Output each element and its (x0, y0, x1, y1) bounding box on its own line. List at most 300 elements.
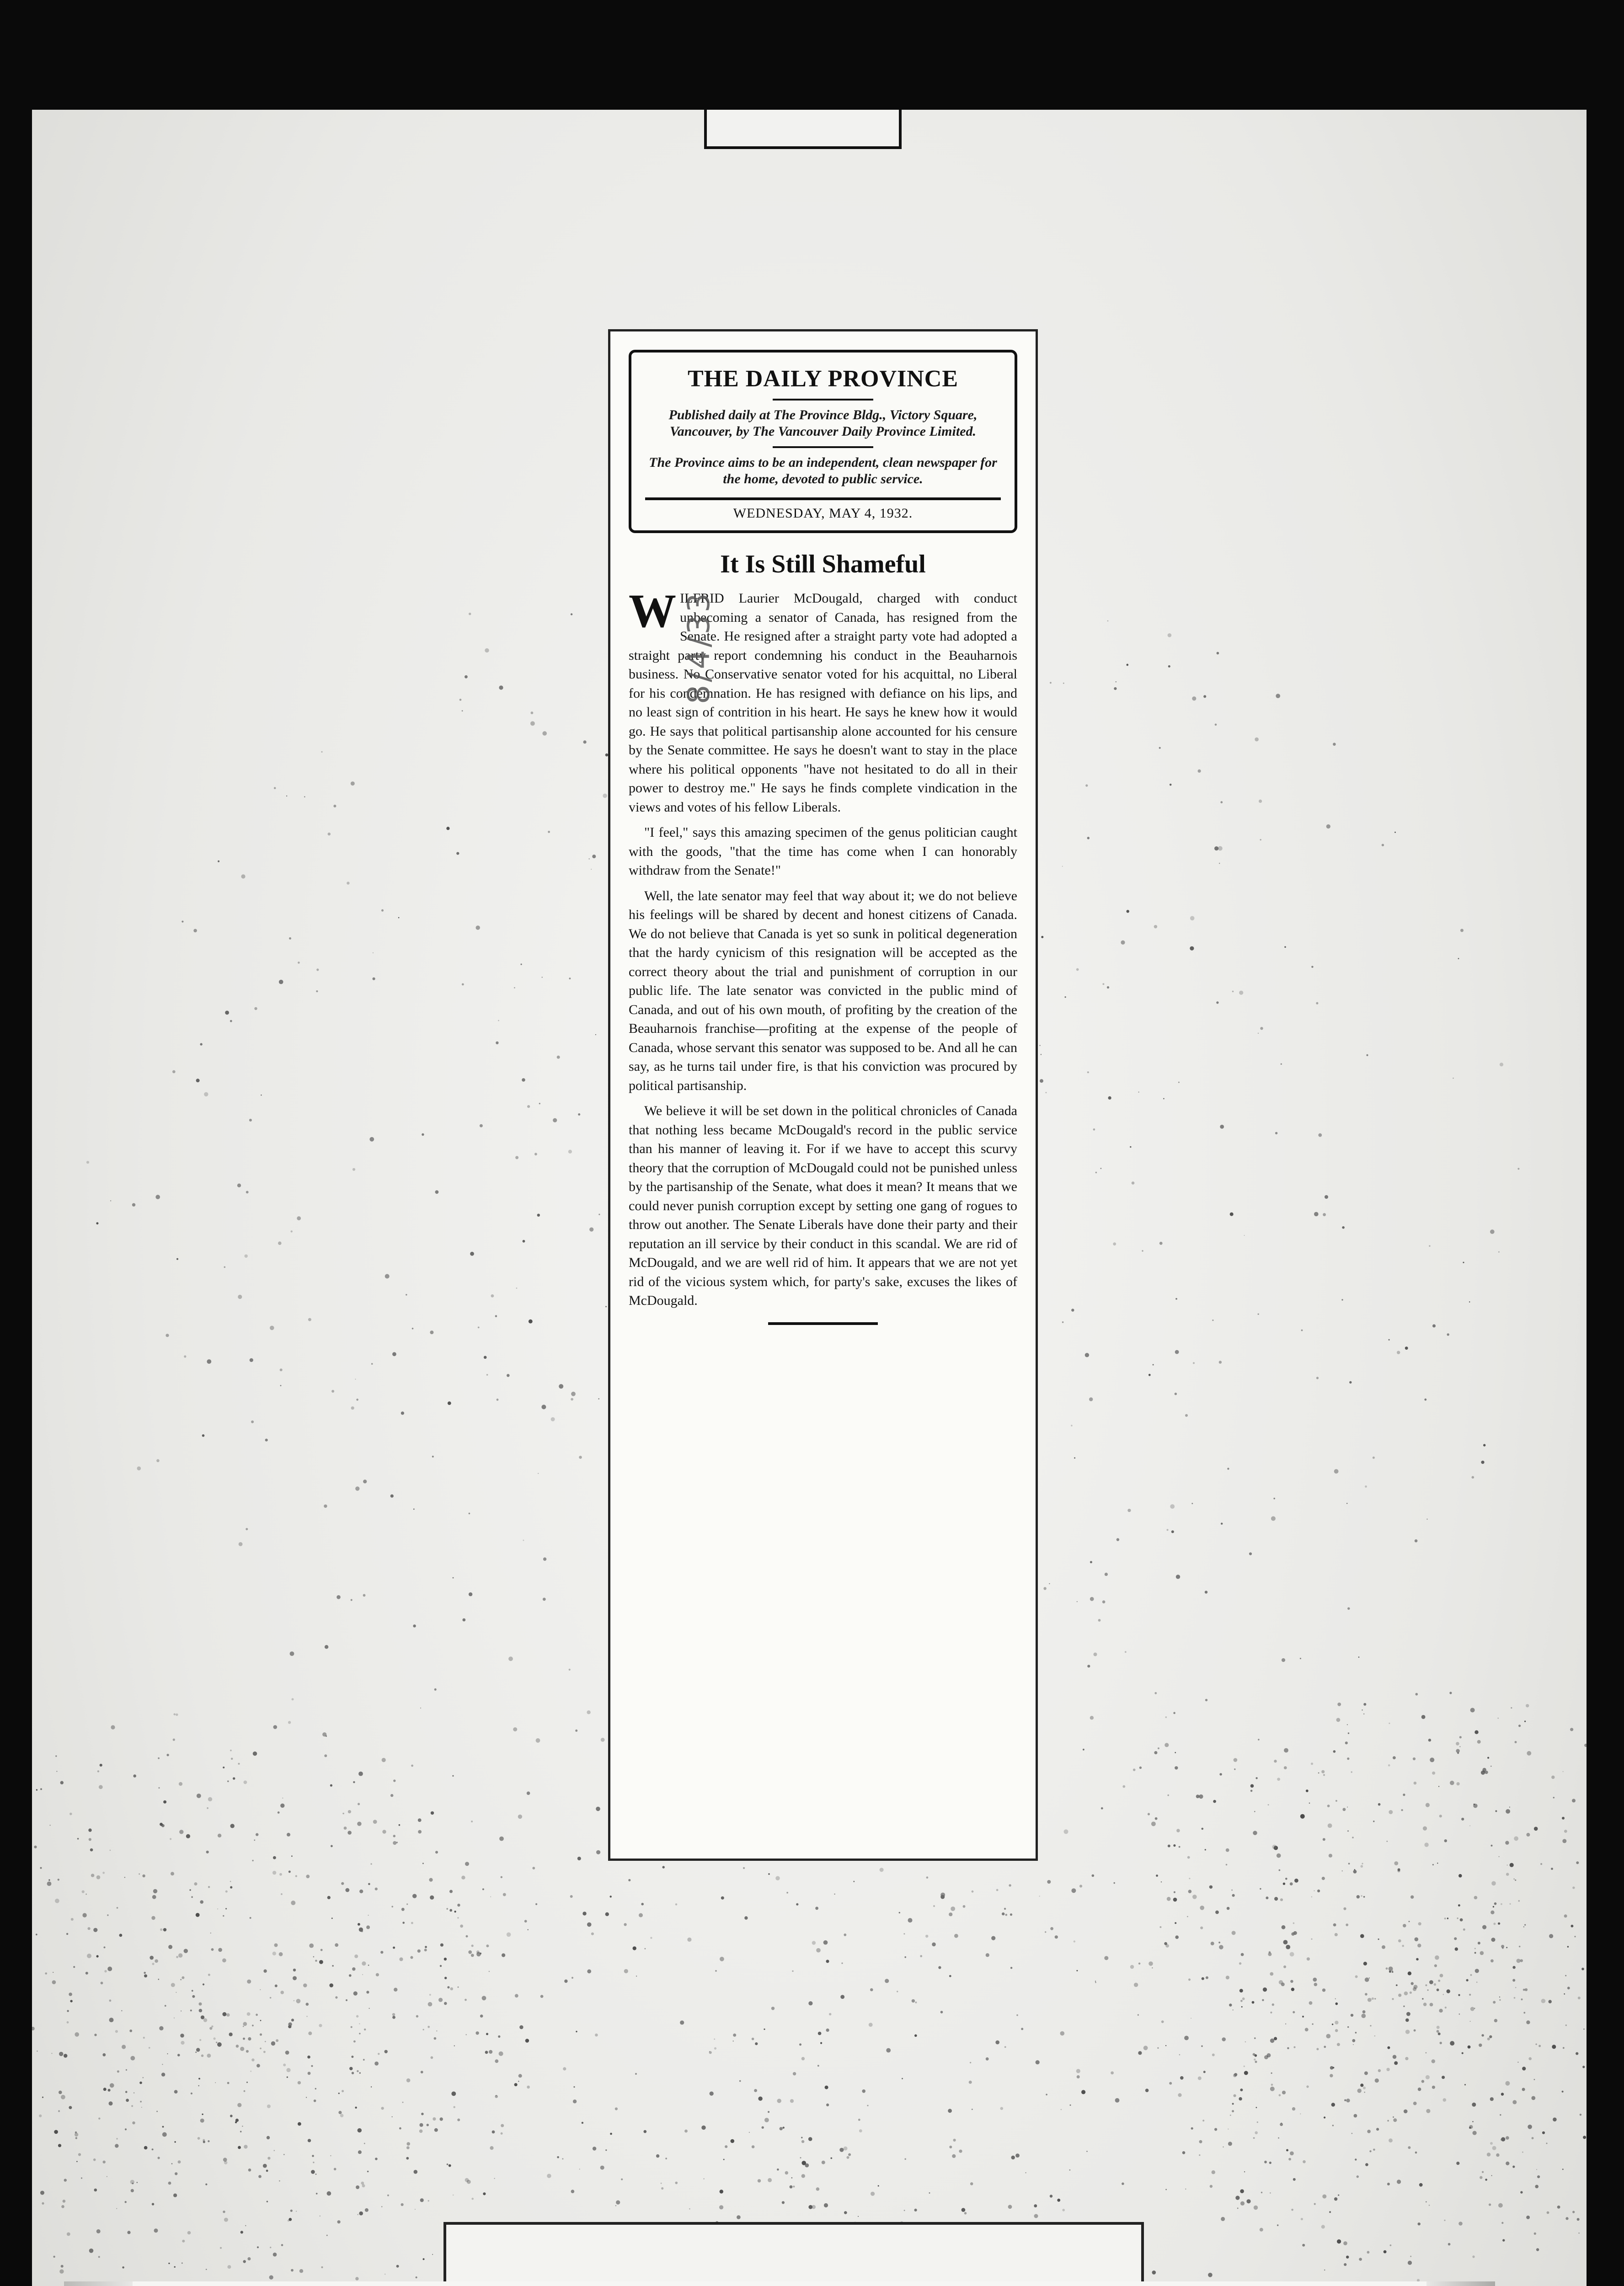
speckle (111, 1725, 115, 1729)
speckle (1490, 2097, 1494, 2101)
speckle (912, 1999, 915, 2003)
speckle (1234, 1758, 1238, 1762)
speckle (252, 1860, 253, 1861)
speckle (257, 2246, 259, 2248)
speckle (1095, 1982, 1096, 1983)
speckle (820, 2042, 822, 2044)
speckle (959, 2150, 962, 2153)
speckle (1499, 1997, 1500, 1998)
speckle (1480, 1951, 1484, 1955)
speckle (768, 2111, 769, 2113)
speckle (197, 1794, 201, 1798)
speckle (1085, 785, 1088, 787)
speckle (1077, 2075, 1080, 2078)
speckle (371, 1363, 373, 1365)
speckle (1325, 1195, 1328, 1199)
speckle (591, 1933, 594, 1935)
speckle (933, 1905, 935, 1907)
speckle (972, 1891, 974, 1893)
speckle (1309, 1803, 1310, 1804)
speckle (582, 1912, 586, 1915)
speckle (1190, 916, 1195, 921)
speckle (361, 1930, 363, 1932)
speckle (1490, 2142, 1493, 2145)
speckle (723, 2159, 725, 2160)
speckle (490, 2146, 493, 2150)
speckle (1159, 1242, 1163, 1245)
speckle (288, 1721, 291, 1724)
speckle (1389, 2138, 1393, 2142)
speckle (1411, 1982, 1414, 1985)
speckle (1230, 1212, 1234, 1216)
speckle (307, 2056, 310, 2059)
speckle (1193, 1362, 1195, 1364)
speckle (1008, 2205, 1012, 2209)
speckle (1272, 2003, 1274, 2006)
speckle (282, 1798, 283, 1799)
speckle (1005, 1914, 1008, 1916)
speckle (1301, 2218, 1303, 2220)
speckle (1419, 2183, 1423, 2187)
speckle (1373, 1821, 1374, 1822)
speckle (1288, 2158, 1291, 2161)
speckle (1510, 1903, 1511, 1905)
speckle (239, 1542, 243, 1546)
speckle (1444, 2220, 1445, 2221)
speckle (1253, 2137, 1255, 2139)
speckle (1274, 1760, 1277, 1763)
speckle (824, 2203, 828, 2207)
speckle (1422, 1998, 1424, 2000)
speckle (1253, 1831, 1257, 1835)
speckle (1087, 1665, 1090, 1667)
speckle (1074, 1940, 1075, 1942)
speckle (1212, 2170, 1215, 2174)
speckle (1352, 2133, 1353, 2134)
speckle (1357, 2175, 1359, 2178)
speckle (1346, 1923, 1348, 1926)
speckle (484, 1356, 487, 1359)
speckle (281, 2244, 283, 2246)
speckle (725, 2145, 727, 2148)
speckle (1244, 2066, 1245, 2067)
speckle (880, 1868, 884, 1872)
speckle (870, 1988, 873, 1992)
speckle (1294, 1879, 1298, 1883)
speckle (1153, 1364, 1154, 1366)
speckle (347, 1831, 352, 1835)
speckle (256, 1833, 258, 1836)
speckle (1337, 2043, 1340, 2046)
speckle (304, 796, 305, 798)
speckle (71, 1918, 74, 1921)
speckle (534, 1153, 537, 1155)
speckle (311, 2065, 313, 2067)
speckle (359, 1890, 363, 1893)
speckle (1364, 2092, 1365, 2093)
speckle (444, 2002, 447, 2005)
speckle (1565, 1975, 1566, 1976)
drop-cap: W (629, 585, 676, 637)
speckle (174, 2090, 178, 2094)
speckle (351, 2056, 353, 2058)
speckle (1507, 1864, 1508, 1865)
speckle (1279, 1869, 1281, 1871)
speckle (352, 1967, 355, 1971)
speckle (1246, 2199, 1250, 2203)
speckle (1437, 2026, 1440, 2029)
speckle (1174, 1891, 1175, 1893)
speckle (179, 1782, 182, 1786)
speckle (237, 1184, 241, 1187)
speckle (173, 1739, 175, 1741)
speckle (495, 1315, 497, 1317)
speckle (288, 1870, 291, 1873)
speckle (869, 2023, 873, 2027)
speckle (457, 1904, 460, 1907)
speckle (515, 1994, 518, 1998)
speckle (1334, 2197, 1337, 2201)
speckle (346, 1999, 347, 2001)
speckle (839, 2148, 844, 2152)
speckle (1514, 1836, 1518, 1841)
speckle (283, 2154, 285, 2155)
speckle (1496, 2153, 1499, 2157)
speckle (1515, 1880, 1516, 1881)
speckle (406, 1294, 407, 1295)
speckle (1187, 1916, 1188, 1917)
speckle (353, 2040, 356, 2043)
speckle (248, 2168, 251, 2172)
speckle (109, 2018, 114, 2022)
speckle (1234, 2094, 1236, 2097)
speckle (1472, 2103, 1476, 2107)
speckle (447, 1986, 449, 1988)
speckle (1326, 2034, 1330, 2039)
speckle (1290, 1952, 1294, 1957)
speckle (1361, 1865, 1363, 1868)
speckle (1524, 1924, 1526, 1926)
speckle (514, 2083, 518, 2086)
speckle (1173, 1844, 1175, 1847)
speckle (1363, 1703, 1366, 1706)
speckle (1322, 2195, 1326, 2199)
speckle (418, 1818, 422, 1822)
speckle (223, 2211, 225, 2213)
speckle (1303, 2160, 1306, 2163)
speckle (680, 2020, 684, 2024)
speckle (378, 2053, 379, 2055)
speckle (354, 1955, 358, 1958)
speckle (351, 2026, 353, 2028)
speckle (1142, 1250, 1143, 1251)
speckle (298, 2081, 301, 2084)
speckle (1229, 2003, 1232, 2006)
speckle (1173, 1898, 1177, 1902)
speckle (1570, 1728, 1573, 1731)
speckle (536, 1738, 540, 1743)
speckle (1522, 2152, 1523, 2153)
speckle (1491, 1938, 1496, 1942)
speckle (156, 2111, 158, 2112)
speckle (1386, 1841, 1388, 1842)
speckle (953, 2139, 956, 2142)
speckle (196, 1913, 200, 1917)
speckle (972, 2109, 973, 2110)
speckle (58, 1879, 59, 1880)
speckle (152, 1895, 156, 1899)
speckle (858, 2216, 859, 2217)
speckle (380, 1951, 383, 1954)
speckle (485, 648, 489, 652)
speckle (1182, 2151, 1186, 2154)
speckle (316, 990, 318, 992)
speckle (570, 1895, 573, 1898)
speckle (385, 2050, 388, 2053)
speckle (867, 2105, 868, 2106)
speckle (812, 1941, 816, 1944)
speckle (1583, 2029, 1584, 2030)
speckle (489, 2050, 492, 2054)
speckle (267, 2201, 268, 2203)
speckle (1219, 1773, 1222, 1775)
speckle (1209, 1885, 1213, 1889)
speckle (752, 2038, 754, 2040)
speckle (1179, 2054, 1181, 2056)
speckle (1293, 2011, 1295, 2014)
speckle (1414, 2030, 1416, 2032)
speckle (387, 2195, 389, 2196)
speckle (355, 2277, 358, 2280)
speckle (243, 2022, 247, 2026)
speckle (132, 2121, 135, 2124)
speckle (1470, 2021, 1471, 2022)
speckle (1324, 2046, 1326, 2048)
speckle (1432, 1772, 1435, 1775)
speckle (295, 1875, 297, 1877)
speckle (435, 1851, 438, 1853)
speckle (521, 964, 522, 965)
speckle (1518, 1725, 1521, 1727)
speckle (75, 2137, 77, 2139)
speckle (181, 2010, 182, 2011)
speckle (1283, 1940, 1288, 1944)
speckle (1373, 2149, 1375, 2151)
speckle (117, 1907, 118, 1909)
speckle (89, 1838, 91, 1841)
speckle (1039, 1045, 1040, 1046)
speckle (368, 1883, 370, 1885)
speckle (624, 1923, 626, 1926)
speckle (1333, 2067, 1335, 2069)
speckle (1132, 1181, 1135, 1185)
speckle (352, 2072, 354, 2074)
speckle (1284, 1748, 1288, 1753)
speckle (308, 2139, 311, 2142)
speckle (1076, 1970, 1078, 1971)
speckle (1394, 1861, 1398, 1865)
speckle (1494, 1902, 1497, 1905)
speckle (1332, 2125, 1334, 2126)
speckle (238, 1763, 240, 1765)
speckle (1424, 1843, 1428, 1847)
speckle (598, 1398, 599, 1399)
speckle (1434, 1983, 1436, 1986)
speckle (279, 980, 283, 984)
speckle (610, 1896, 612, 1897)
speckle (733, 2040, 734, 2041)
speckle (1505, 1841, 1509, 1844)
speckle (1347, 1608, 1350, 1610)
speckle (1062, 2209, 1065, 2211)
speckle (1244, 2171, 1245, 2172)
speckle (662, 1866, 665, 1868)
speckle (411, 1765, 413, 1767)
speckle (438, 1998, 443, 2002)
speckle (1152, 1967, 1153, 1968)
speckle (1061, 2109, 1062, 2110)
speckle (1255, 1777, 1257, 1779)
speckle (1333, 743, 1336, 746)
speckle (330, 1784, 332, 1787)
speckle (1049, 1583, 1050, 1584)
speckle (715, 1970, 717, 1972)
speckle (98, 2256, 100, 2258)
speckle (720, 1957, 724, 1961)
speckle (341, 1882, 344, 1885)
speckle (465, 2034, 467, 2035)
speckle (1472, 2121, 1473, 2122)
speckle (1323, 1213, 1326, 1216)
speckle (432, 2254, 433, 2255)
speckle (1456, 1742, 1459, 1746)
speckle (1459, 1746, 1461, 1747)
speckle (569, 1669, 571, 1671)
speckle (406, 2078, 411, 2083)
speckle (1255, 2131, 1258, 2135)
speckle (321, 1949, 323, 1951)
speckle (1515, 1741, 1517, 1743)
speckle (263, 2051, 266, 2053)
speckle (1113, 1242, 1116, 1245)
speckle (1367, 2251, 1370, 2254)
speckle (1459, 1736, 1462, 1738)
speckle (1485, 1771, 1488, 1774)
speckle (61, 2095, 65, 2099)
speckle (551, 1417, 555, 1421)
speckle (1474, 1948, 1476, 1949)
speckle (1374, 1998, 1376, 1999)
speckle (1178, 2093, 1181, 2097)
speckle (1501, 1903, 1502, 1905)
speckle (1290, 1882, 1293, 1885)
speckle (180, 2034, 184, 2038)
speckle (531, 711, 534, 714)
speckle (996, 1889, 999, 1891)
speckle (605, 1912, 609, 1916)
speckle (1469, 1301, 1470, 1302)
speckle (969, 2081, 972, 2084)
speckle (1055, 1935, 1058, 1939)
speckle (358, 2128, 362, 2132)
speckle (1527, 1751, 1531, 1756)
speckle (1040, 1079, 1043, 1083)
speckle (596, 1850, 600, 1854)
speckle (250, 2071, 251, 2072)
speckle (929, 2192, 930, 2194)
speckle (1198, 769, 1201, 773)
speckle (1270, 1972, 1273, 1976)
speckle (55, 1755, 57, 1757)
speckle (392, 2013, 395, 2016)
speckle (308, 2072, 311, 2075)
speckle (208, 2140, 209, 2142)
speckle (908, 1918, 913, 1923)
speckle (1472, 1476, 1474, 1479)
speckle (287, 1833, 290, 1837)
speckle (270, 2247, 271, 2248)
speckle (166, 1754, 169, 1756)
speckle (1514, 1879, 1515, 1880)
speckle (1491, 2175, 1492, 2176)
speckle (1284, 1766, 1287, 1769)
speckle (557, 2156, 559, 2158)
speckle (1237, 2208, 1239, 2209)
speckle (502, 1953, 505, 1957)
speckle (158, 1787, 160, 1789)
speckle (1143, 2046, 1148, 2050)
speckle (88, 1927, 91, 1930)
speckle (47, 1881, 52, 1886)
speckle (476, 1952, 481, 1957)
speckle (141, 2107, 142, 2108)
speckle (270, 1326, 274, 1330)
speckle (583, 740, 587, 743)
speckle (208, 1797, 212, 1801)
speckle (369, 1137, 374, 1142)
speckle (1232, 991, 1234, 993)
speckle (1161, 1881, 1162, 1882)
speckle (1373, 1457, 1375, 1459)
speckle (61, 2205, 64, 2208)
speckle (1421, 2080, 1424, 2083)
speckle (119, 1934, 123, 1937)
speckle (133, 1774, 136, 1778)
speckle (822, 2161, 825, 2164)
speckle (251, 1421, 254, 1423)
speckle (168, 2263, 170, 2264)
speckle (306, 2097, 307, 2098)
speckle (925, 1935, 928, 1938)
speckle (240, 2231, 243, 2233)
speckle (462, 710, 463, 711)
speckle (1474, 1952, 1476, 1954)
speckle (36, 1933, 37, 1935)
speckle (1185, 1414, 1188, 1417)
speckle (1130, 1965, 1134, 1969)
speckle (182, 921, 183, 923)
speckle (518, 1815, 522, 1819)
speckle (714, 2047, 716, 2050)
speckle (356, 2015, 358, 2017)
speckle (1351, 1771, 1352, 1773)
speckle (1232, 2110, 1234, 2112)
speckle (1523, 2012, 1525, 2014)
speckle (1343, 1907, 1346, 1910)
speckle (1492, 2146, 1496, 2150)
speckle (1444, 1917, 1446, 1919)
speckle (1535, 2185, 1539, 2189)
